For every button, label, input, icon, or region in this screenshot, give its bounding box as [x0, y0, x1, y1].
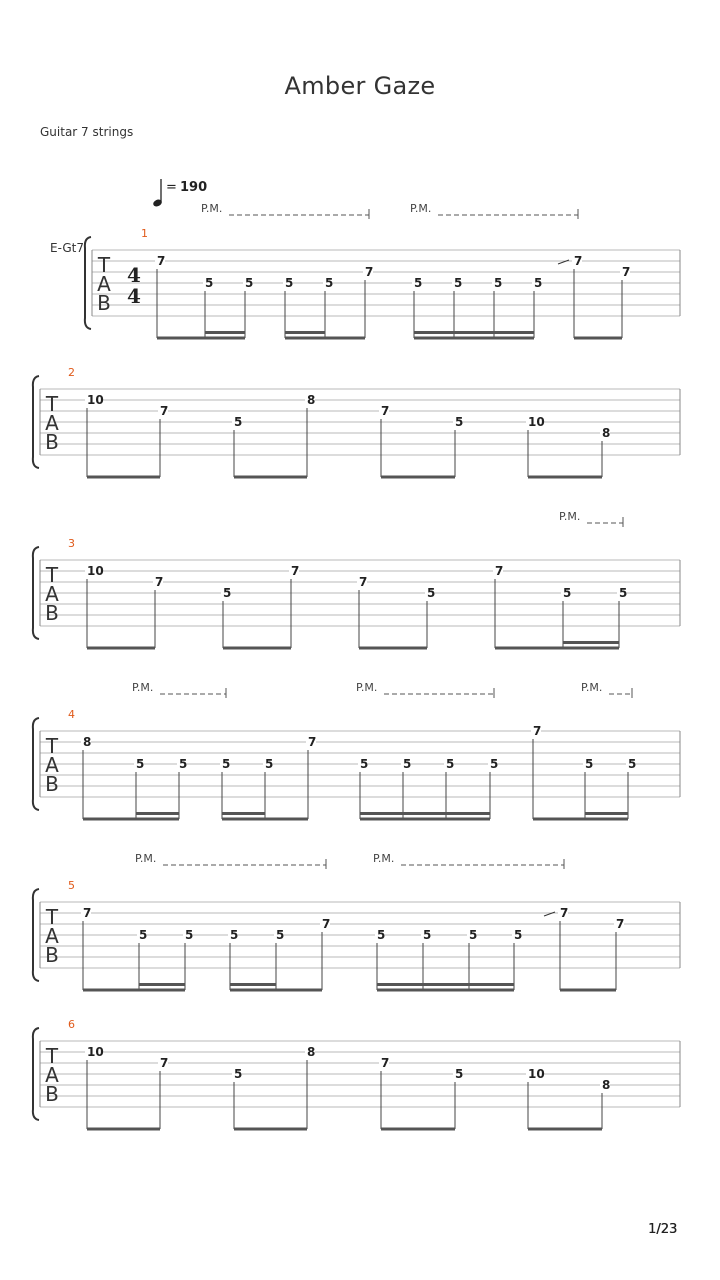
measure-number: 5 [68, 879, 75, 892]
primary-beam [234, 1128, 307, 1131]
fret-number: 7 [359, 575, 368, 589]
primary-beam [223, 647, 291, 650]
time-signature-bottom: 4 [127, 284, 141, 308]
fret-number: 5 [585, 757, 594, 771]
fret-number: 10 [87, 1045, 104, 1059]
fret-number: 8 [83, 735, 92, 749]
fret-number: 5 [403, 757, 412, 771]
palm-mute-label: P.M. [356, 681, 378, 694]
primary-beam [230, 989, 322, 992]
fret-number: 5 [234, 415, 243, 429]
fret-number: 5 [446, 757, 455, 771]
fret-number: 5 [423, 928, 432, 942]
fret-number: 5 [514, 928, 523, 942]
fret-number: 5 [185, 928, 194, 942]
tab-clef-letter: A [45, 753, 59, 777]
fret-number: 5 [494, 276, 503, 290]
primary-beam [83, 818, 179, 821]
fret-number: 5 [563, 586, 572, 600]
fret-number: 7 [381, 1056, 390, 1070]
fret-number: 5 [245, 276, 254, 290]
fret-number: 10 [87, 564, 104, 578]
fret-number: 5 [454, 276, 463, 290]
fret-number: 5 [455, 1067, 464, 1081]
fret-number: 7 [155, 575, 164, 589]
secondary-beam [136, 812, 179, 815]
tab-clef-letter: T [45, 905, 59, 929]
fret-number: 7 [291, 564, 300, 578]
palm-mute-label: P.M. [373, 852, 395, 865]
fret-number: 8 [602, 1078, 611, 1092]
palm-mute-label: P.M. [559, 510, 581, 523]
instrument-name: Guitar 7 strings [40, 125, 134, 139]
secondary-beam [230, 983, 276, 986]
palm-mute-label: P.M. [132, 681, 154, 694]
fret-number: 10 [528, 415, 545, 429]
fret-number: 5 [469, 928, 478, 942]
primary-beam [87, 476, 160, 479]
primary-beam [381, 476, 455, 479]
fret-number: 5 [136, 757, 145, 771]
fret-number: 7 [160, 1056, 169, 1070]
system-bracket [33, 889, 39, 981]
fret-number: 5 [179, 757, 188, 771]
secondary-beam [563, 641, 619, 644]
tab-clef-letter: B [45, 430, 59, 454]
track-label: E-Gt7 [50, 241, 84, 255]
song-title: Amber Gaze [284, 72, 436, 100]
secondary-beam [285, 331, 325, 334]
page-number: 1/23 [648, 1222, 678, 1237]
fret-number: 5 [230, 928, 239, 942]
secondary-beam [360, 812, 490, 815]
primary-beam [528, 1128, 602, 1131]
fret-number: 7 [533, 724, 542, 738]
fret-number: 5 [427, 586, 436, 600]
primary-beam [381, 1128, 455, 1131]
fret-number: 5 [234, 1067, 243, 1081]
fret-number: 7 [381, 404, 390, 418]
fret-number: 7 [560, 906, 569, 920]
primary-beam [360, 818, 490, 821]
secondary-beam [139, 983, 185, 986]
primary-beam [574, 337, 622, 340]
tab-clef-letter: A [97, 272, 111, 296]
fret-number: 5 [139, 928, 148, 942]
fret-number: 7 [157, 254, 166, 268]
primary-beam [83, 989, 185, 992]
tab-clef-letter: B [97, 291, 111, 315]
fret-number: 5 [414, 276, 423, 290]
secondary-beam [585, 812, 628, 815]
measure-number: 4 [68, 708, 75, 721]
tab-clef-letter: B [45, 943, 59, 967]
fret-number: 10 [528, 1067, 545, 1081]
primary-beam [560, 989, 616, 992]
primary-beam [234, 476, 307, 479]
measure-number: 1 [141, 227, 148, 240]
primary-beam [377, 989, 514, 992]
secondary-beam [205, 331, 245, 334]
system-bracket [33, 1028, 39, 1120]
fret-number: 5 [276, 928, 285, 942]
fret-number: 7 [574, 254, 583, 268]
tab-clef-letter: A [45, 924, 59, 948]
fret-number: 5 [455, 415, 464, 429]
measure-number: 3 [68, 537, 75, 550]
primary-beam [87, 647, 155, 650]
fret-number: 5 [265, 757, 274, 771]
fret-number: 5 [205, 276, 214, 290]
primary-beam [359, 647, 427, 650]
fret-number: 5 [619, 586, 628, 600]
palm-mute-label: P.M. [135, 852, 157, 865]
fret-number: 8 [307, 1045, 316, 1059]
fret-number: 5 [534, 276, 543, 290]
palm-mute-label: P.M. [201, 202, 223, 215]
fret-number: 8 [602, 426, 611, 440]
secondary-beam [222, 812, 265, 815]
tab-clef-letter: A [45, 411, 59, 435]
primary-beam [528, 476, 602, 479]
fret-number: 7 [322, 917, 331, 931]
tab-clef-letter: T [97, 253, 111, 277]
system-bracket [33, 547, 39, 639]
primary-beam [285, 337, 365, 340]
fret-number: 10 [87, 393, 104, 407]
primary-beam [533, 818, 628, 821]
fret-number: 7 [160, 404, 169, 418]
fret-number: 7 [622, 265, 631, 279]
measure-number: 2 [68, 366, 75, 379]
measure-number: 6 [68, 1018, 75, 1031]
system-bracket [33, 376, 39, 468]
fret-number: 5 [325, 276, 334, 290]
fret-number: 8 [307, 393, 316, 407]
fret-number: 7 [83, 906, 92, 920]
system-bracket [85, 237, 91, 329]
primary-beam [414, 337, 534, 340]
tab-clef-letter: A [45, 582, 59, 606]
fret-number: 5 [285, 276, 294, 290]
tab-clef-letter: T [45, 734, 59, 758]
system-bracket [33, 718, 39, 810]
palm-mute-label: P.M. [410, 202, 432, 215]
tab-clef-letter: B [45, 1082, 59, 1106]
fret-number: 7 [495, 564, 504, 578]
primary-beam [87, 1128, 160, 1131]
fret-number: 5 [377, 928, 386, 942]
tab-clef-letter: B [45, 601, 59, 625]
tempo-equals: = [166, 180, 177, 195]
fret-number: 5 [628, 757, 637, 771]
fret-number: 7 [308, 735, 317, 749]
secondary-beam [377, 983, 514, 986]
tab-clef-letter: T [45, 563, 59, 587]
tempo-value: 190 [180, 180, 208, 195]
primary-beam [495, 647, 619, 650]
tab-clef-letter: B [45, 772, 59, 796]
secondary-beam [414, 331, 534, 334]
fret-number: 5 [222, 757, 231, 771]
fret-number: 5 [490, 757, 499, 771]
fret-number: 7 [365, 265, 374, 279]
palm-mute-label: P.M. [581, 681, 603, 694]
primary-beam [222, 818, 308, 821]
fret-number: 5 [360, 757, 369, 771]
primary-beam [157, 337, 245, 340]
tab-clef-letter: T [45, 392, 59, 416]
time-signature-top: 4 [127, 263, 141, 287]
tab-clef-letter: A [45, 1063, 59, 1087]
fret-number: 5 [223, 586, 232, 600]
tab-clef-letter: T [45, 1044, 59, 1068]
fret-number: 7 [616, 917, 625, 931]
